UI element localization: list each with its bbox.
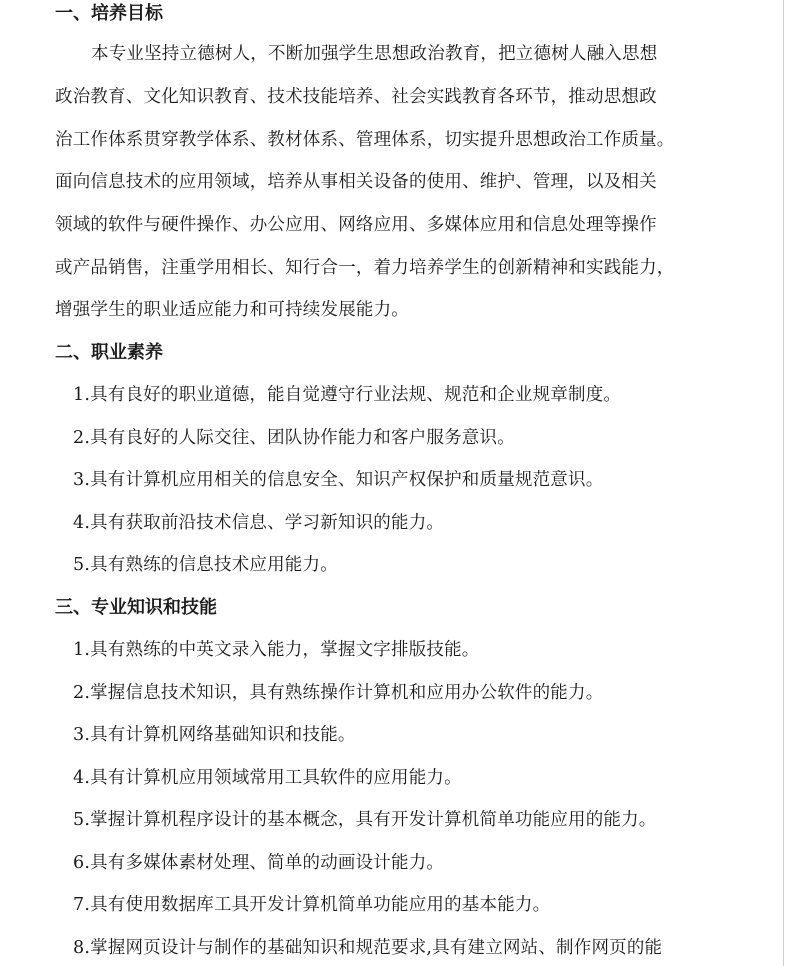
section-heading-training-goals: 一、培养目标 xyxy=(55,3,163,24)
list-item: 2.具有良好的人际交往、团队协作能力和客户服务意识。 xyxy=(73,428,515,448)
paragraph-line: 面向信息技术的应用领域，培养从事相关设备的使用、维护、管理，以及相关 xyxy=(55,172,657,192)
section-heading-professional-quality: 二、职业素养 xyxy=(55,342,163,363)
list-item: 7.具有使用数据库工具开发计算机简单功能应用的基本能力。 xyxy=(73,895,551,915)
paragraph-line: 政治教育、文化知识教育、技术技能培养、社会实践教育各环节，推动思想政 xyxy=(55,87,657,107)
list-item: 5.掌握计算机程序设计的基本概念，具有开发计算机简单功能应用的能力。 xyxy=(73,810,657,830)
list-item: 8.掌握网页设计与制作的基础知识和规范要求,具有建立网站、制作网页的能 xyxy=(73,938,663,958)
section-heading-knowledge-skills: 三、专业知识和技能 xyxy=(55,597,217,618)
list-item: 1.具有良好的职业道德，能自觉遵守行业法规、规范和企业规章制度。 xyxy=(73,385,622,405)
paragraph-line: 本专业坚持立德树人，不断加强学生思想政治教育，把立德树人融入思想 xyxy=(91,44,658,64)
page-edge-divider xyxy=(783,0,784,966)
list-item: 2.掌握信息技术知识，具有熟练操作计算机和应用办公软件的能力。 xyxy=(73,683,604,703)
paragraph-line: 增强学生的职业适应能力和可持续发展能力。 xyxy=(55,300,409,320)
list-item: 6.具有多媒体素材处理、简单的动画设计能力。 xyxy=(73,853,445,873)
list-item: 3.具有计算机应用相关的信息安全、知识产权保护和质量规范意识。 xyxy=(73,470,604,490)
list-item: 4.具有计算机应用领域常用工具软件的应用能力。 xyxy=(73,768,462,788)
paragraph-line: 领域的软件与硬件操作、办公应用、网络应用、多媒体应用和信息处理等操作 xyxy=(55,215,657,235)
list-item: 5.具有熟练的信息技术应用能力。 xyxy=(73,555,338,575)
list-item: 3.具有计算机网络基础知识和技能。 xyxy=(73,725,356,745)
list-item: 1.具有熟练的中英文录入能力，掌握文字排版技能。 xyxy=(73,640,480,660)
paragraph-line: 治工作体系贯穿教学体系、教材体系、管理体系，切实提升思想政治工作质量。 xyxy=(55,130,675,150)
list-item: 4.具有获取前沿技术信息、学习新知识的能力。 xyxy=(73,513,445,533)
paragraph-line: 或产品销售，注重学用相长、知行合一，着力培养学生的创新精神和实践能力， xyxy=(55,258,675,278)
